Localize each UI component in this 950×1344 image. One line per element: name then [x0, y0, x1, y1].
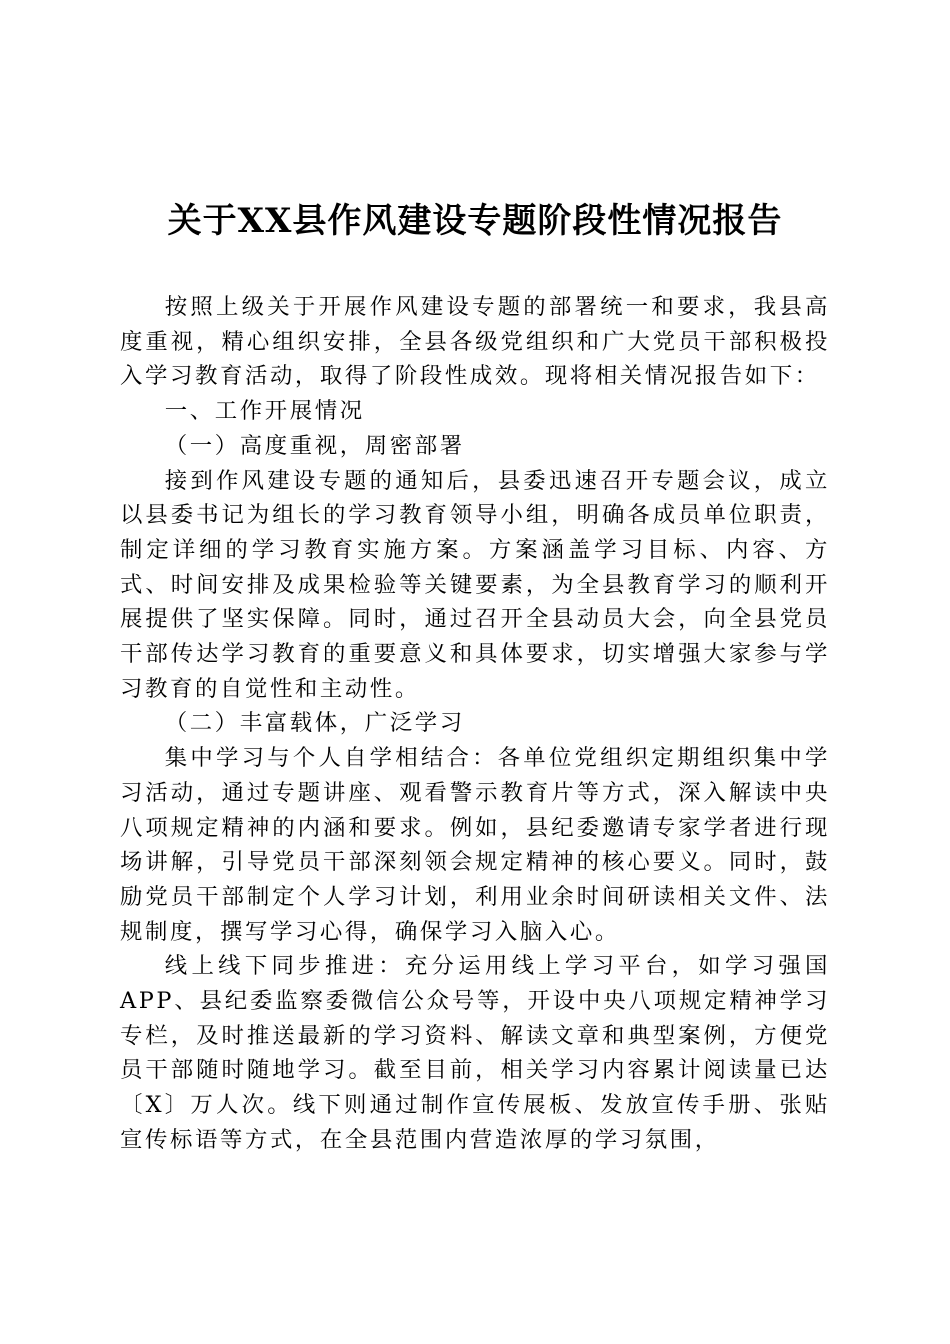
- section-heading-work-progress: 一、工作开展情况: [164, 398, 365, 425]
- intro-paragraph: 按照上级关于开展作风建设专题的部署统一和要求，我县高度重视，精心组织安排，全县各级党组织和广大党员干部积极投入学习教育活动，取得了阶段性成效。现将相关情况报告如下：: [120, 294, 830, 390]
- learning-paragraph-collective: 集中学习与个人自学相结合：各单位党组织定期组织集中学习活动，通过专题讲座、观看警示教育片等方式，深入解读中央八项规定精神的内涵和要求。例如，县纪委邀请专家学者进行现场讲解，引导党员干部深刻领会规定精神的核心要义。同时，鼓励党员干部制定个人学习计划，利用业余时间研读相关文件、法规制度，撰写学习心得，确保学习入脑入心。: [120, 745, 830, 945]
- subsection-heading-deployment: （一）高度重视，周密部署: [164, 432, 465, 459]
- document-body: [120, 290, 830, 1158]
- subsection-heading-learning: （二）丰富载体，广泛学习: [164, 710, 465, 737]
- learning-paragraph-online: 线上线下同步推进：充分运用线上学习平台，如学习强国APP、县纪委监察委微信公众号等，开设中央八项规定精神学习专栏，及时推送最新的学习资料、解读文章和典型案例，方便党员干部随时随地学习。截至目前，相关学习内容累计阅读量已达〔X〕万人次。线下则通过制作宣传展板、发放宣传手册、张贴宣传标语等方式，在全县范围内营造浓厚的学习氛围，: [120, 953, 830, 1153]
- document-title: 关于XX县作风建设专题阶段性情况报告: [167, 201, 783, 241]
- deployment-paragraph: 接到作风建设专题的通知后，县委迅速召开专题会议，成立以县委书记为组长的学习教育领导小组，明确各成员单位职责，制定详细的学习教育实施方案。方案涵盖学习目标、内容、方式、时间安排及成果检验等关键要素，为全县教育学习的顺利开展提供了坚实保障。同时，通过召开全县动员大会，向全县党员干部传达学习教育的重要意义和具体要求，切实增强大家参与学习教育的自觉性和主动性。: [120, 467, 830, 702]
